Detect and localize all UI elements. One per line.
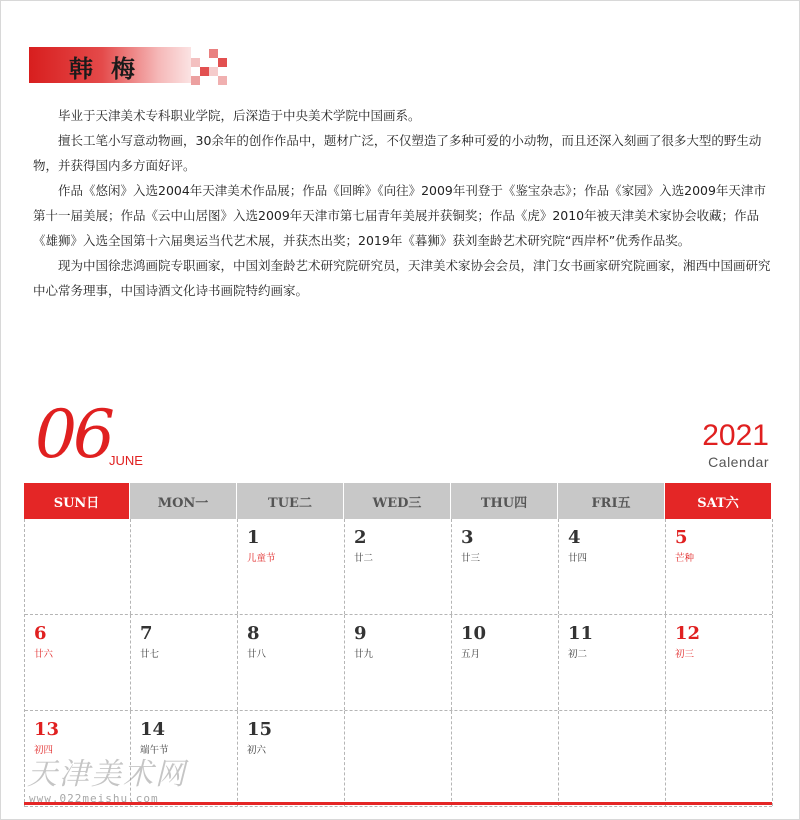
day-number: 12 [675, 623, 701, 644]
lunar-date: 端午节 [140, 745, 169, 756]
bio-paragraph: 作品《悠闲》入选2004年天津美术作品展；作品《回眸》《向往》2009年刊登于《鉴宝杂志》；作品《家园》入选2009年天津市第十一届美展；作品《云中山居图》入选2009年天津市第七届青年美展并获铜奖；作品《虎》2010年被天津美术家协会收藏；作品《雄狮》入选全国第十六届奥运当代艺术展，并获杰出奖；2019年《暮狮》获刘奎龄艺术研究院“西岸杯”优秀作品奖。 [33, 183, 766, 248]
calendar-year: 2021 [702, 419, 769, 452]
calendar-day-cell [345, 519, 452, 614]
lunar-date: 廿三 [461, 553, 481, 564]
lunar-date: 廿七 [140, 649, 160, 660]
day-number: 9 [354, 623, 367, 644]
calendar-day-cell [238, 615, 345, 710]
calendar-empty-cell [25, 519, 131, 614]
calendar-label: Calendar [708, 454, 769, 470]
day-number: 14 [140, 719, 166, 740]
day-number: 2 [354, 527, 367, 548]
artist-biography [33, 103, 775, 303]
calendar-empty-cell [666, 711, 773, 806]
weekday-header: THU四 [451, 483, 558, 519]
lunar-date: 五月 [461, 649, 481, 660]
day-number: 11 [568, 623, 594, 644]
lunar-date: 儿童节 [247, 553, 276, 564]
weekday-header: WED三 [344, 483, 451, 519]
weekday-header: MON一 [130, 483, 237, 519]
artist-name: 韩梅 [69, 54, 153, 83]
calendar-week-row [25, 615, 772, 711]
day-number: 1 [247, 527, 260, 548]
calendar-day-cell [452, 615, 559, 710]
calendar-empty-cell [131, 519, 238, 614]
calendar-day-cell [131, 615, 238, 710]
lunar-date: 初四 [34, 745, 54, 756]
calendar-week-row [25, 519, 772, 615]
day-number: 6 [34, 623, 47, 644]
calendar-day-cell [452, 519, 559, 614]
lunar-date: 廿二 [354, 553, 374, 564]
calendar-day-cell [666, 519, 773, 614]
bio-paragraph: 现为中国徐悲鸿画院专职画家，中国刘奎龄艺术研究院研究员，天津美术家协会会员，津门女书画家研究院画家，湘西中国画研究中心常务理事，中国诗酒文化诗书画院特约画家。 [33, 258, 771, 298]
weekday-header: SAT六 [665, 483, 772, 519]
artist-name-banner [29, 47, 191, 83]
calendar-day-cell [559, 519, 666, 614]
calendar-day-cell [238, 711, 345, 806]
day-number: 10 [461, 623, 487, 644]
lunar-date: 初二 [568, 649, 588, 660]
watermark-logo: 天津美术网 [27, 757, 187, 792]
day-number: 4 [568, 527, 581, 548]
lunar-date: 廿六 [34, 649, 54, 660]
calendar-day-cell [25, 615, 131, 710]
lunar-date: 廿九 [354, 649, 374, 660]
bio-paragraph: 毕业于天津美术专科职业学院，后深造于中央美术学院中国画系。 [58, 108, 421, 123]
weekday-header-row [24, 483, 772, 519]
calendar-empty-cell [452, 711, 559, 806]
decorative-squares [191, 49, 227, 85]
weekday-header: TUE二 [237, 483, 344, 519]
weekday-header: FRI五 [558, 483, 665, 519]
day-number: 3 [461, 527, 474, 548]
day-number: 15 [247, 719, 273, 740]
lunar-date: 初六 [247, 745, 267, 756]
day-number: 8 [247, 623, 260, 644]
lunar-date: 芒种 [675, 553, 695, 564]
bio-paragraph: 擅长工笔小写意动物画，30余年的创作作品中，题材广泛，不仅塑造了多种可爱的小动物，而且还深入刻画了很多大型的野生动物，并获得国内多方面好评。 [33, 133, 762, 173]
calendar-day-cell [238, 519, 345, 614]
lunar-date: 廿四 [568, 553, 588, 564]
day-number: 13 [34, 719, 60, 740]
month-name: JUNE [109, 453, 143, 468]
lunar-date: 初三 [675, 649, 695, 660]
day-number: 5 [675, 527, 688, 548]
calendar-empty-cell [345, 711, 452, 806]
calendar-day-cell [666, 615, 773, 710]
calendar-day-cell [345, 615, 452, 710]
calendar-empty-cell [559, 711, 666, 806]
calendar-day-cell [559, 615, 666, 710]
month-number: 06 [35, 396, 111, 473]
lunar-date: 廿八 [247, 649, 267, 660]
watermark-url: www.022meishu.com [29, 792, 159, 805]
weekday-header: SUN日 [24, 483, 130, 519]
day-number: 7 [140, 623, 153, 644]
